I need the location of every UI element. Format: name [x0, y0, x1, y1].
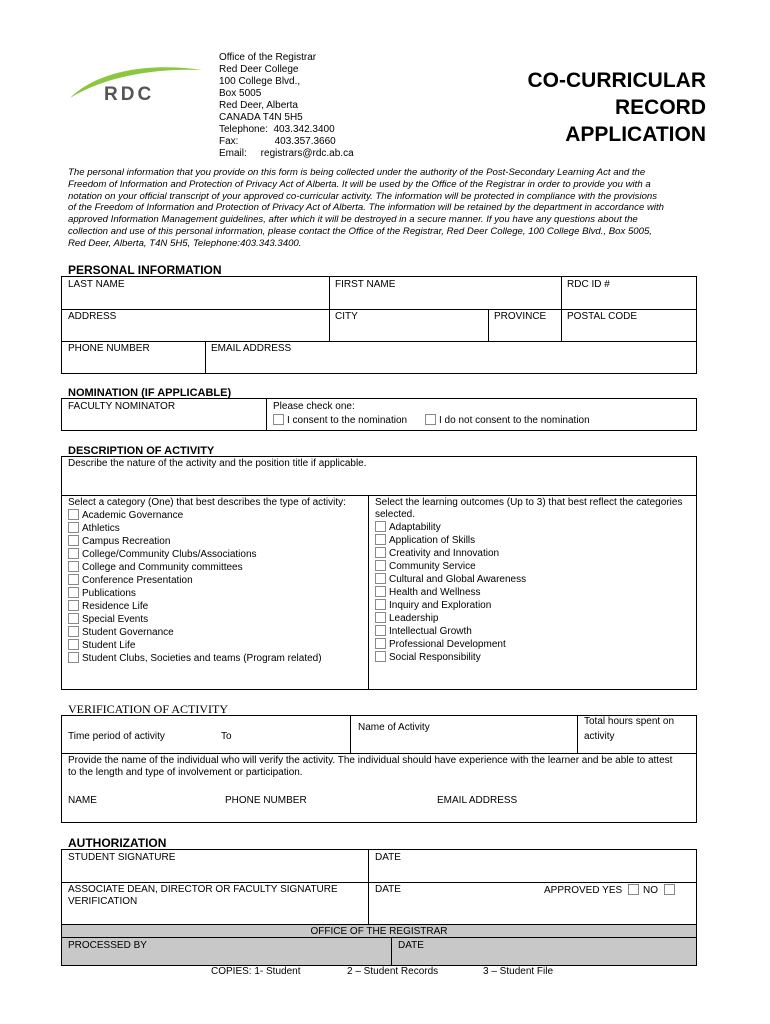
notice-line: Red Deer, Alberta, T4N 5H5, Telephone:403.343.3400.: [68, 237, 302, 249]
approved-yes-option[interactable]: [544, 884, 642, 897]
outcome-option[interactable]: [375, 651, 526, 664]
notice-line: approved Information Management guidelines, after which it will be destroyed in a secure manner. If you have any questions about the: [68, 214, 638, 226]
consent-label: I consent to the nomination: [287, 415, 408, 426]
outcome-option[interactable]: [375, 560, 526, 573]
to-field[interactable]: To: [221, 731, 232, 742]
faculty-nominator-field[interactable]: FACULTY NOMINATOR: [68, 401, 176, 412]
copies-three: 3 – Student File: [483, 966, 554, 977]
approved-no-label: NO: [643, 885, 658, 896]
notice-line: Freedom of Information and Protection of Privacy Act of Alberta. It will be used by the Office of the Registrar in order to provide you with a: [68, 178, 651, 190]
outcome-prompt-line-2: selected.: [375, 509, 416, 520]
checkbox[interactable]: [375, 612, 386, 623]
verifier-prompt-line-1: Provide the name of the individual who will verify the activity. The individual should have experience with the learner and be able to attest: [68, 755, 673, 766]
notice-line: notation on your official transcript of your approved co-curricular activity. The information will be protected in compliance with the provisions: [68, 190, 658, 202]
registrar-address: [219, 52, 354, 160]
checkbox[interactable]: [375, 651, 386, 662]
checkbox[interactable]: [375, 560, 386, 571]
checkbox[interactable]: [375, 547, 386, 558]
outcome-label: Community Service: [389, 561, 476, 572]
province-field[interactable]: PROVINCE: [494, 311, 547, 322]
form-title-line-2: RECORD: [614, 96, 706, 119]
address-line: 100 College Blvd.,: [219, 76, 301, 87]
assoc-dean-signature-line-2: VERIFICATION: [68, 896, 138, 907]
address-line: Box 5005: [219, 88, 262, 99]
category-option[interactable]: [68, 561, 322, 574]
copies-two: 2 – Student Records: [347, 966, 439, 977]
outcome-option[interactable]: [375, 599, 526, 612]
time-period-field[interactable]: Time period of activity: [68, 731, 165, 742]
outcome-label: Creativity and Innovation: [389, 548, 500, 559]
registrar-date-field[interactable]: DATE: [398, 940, 424, 951]
first-name-field[interactable]: FIRST NAME: [335, 279, 396, 290]
copies-label: COPIES: 1- Student: [211, 966, 301, 977]
consent-option[interactable]: [273, 414, 407, 427]
total-hours-label-1: Total hours spent on: [584, 716, 675, 727]
category-option[interactable]: [68, 626, 322, 639]
approved-yes-checkbox[interactable]: [628, 884, 639, 895]
form-title-line-1: CO-CURRICULAR: [527, 69, 706, 92]
checkbox[interactable]: [68, 522, 79, 533]
category-label: Campus Recreation: [82, 536, 171, 547]
address-line: Telephone: 403.342.3400: [219, 124, 335, 135]
address-line: Email: registrars@rdc.ab.ca: [219, 148, 354, 159]
outcome-label: Professional Development: [389, 639, 506, 650]
approved-no-option[interactable]: [643, 884, 678, 897]
outcome-label: Social Responsibility: [389, 652, 481, 663]
registrar-heading: OFFICE OF THE REGISTRAR: [310, 926, 448, 937]
category-label: College and Community committees: [82, 562, 243, 573]
verifier-name-field[interactable]: NAME: [68, 795, 97, 806]
checkbox[interactable]: [68, 613, 79, 624]
address-line: Red Deer, Alberta: [219, 100, 298, 111]
rdc-logo: [66, 62, 206, 104]
assoc-dean-date-field[interactable]: DATE: [375, 884, 401, 895]
outcome-option[interactable]: [375, 547, 526, 560]
category-label: College/Community Clubs/Associations: [82, 549, 257, 560]
outcome-option[interactable]: [375, 612, 526, 625]
category-option[interactable]: [68, 522, 322, 535]
checkbox[interactable]: [375, 521, 386, 532]
category-label: Publications: [82, 588, 136, 599]
category-label: Special Events: [82, 614, 149, 625]
outcome-option[interactable]: [375, 625, 526, 638]
approved-yes-label: APPROVED YES: [544, 885, 623, 896]
name-of-activity-field[interactable]: Name of Activity: [358, 722, 430, 733]
consent-checkbox[interactable]: [273, 414, 284, 425]
outcome-option[interactable]: [375, 521, 526, 534]
checkbox[interactable]: [68, 561, 79, 572]
address-line: Office of the Registrar: [219, 52, 317, 63]
notice-line: The personal information that you provide on this form is being collected under the authority of the Post-Secondary Learning Act and the: [68, 167, 646, 178]
checkbox[interactable]: [375, 638, 386, 649]
verification-heading: VERIFICATION OF ACTIVITY: [68, 702, 228, 716]
address-line: Red Deer College: [219, 64, 299, 75]
outcome-label: Leadership: [389, 613, 439, 624]
outcome-label: Cultural and Global Awareness: [389, 574, 527, 585]
description-prompt: Describe the nature of the activity and the position title if applicable.: [68, 458, 367, 469]
category-option[interactable]: [68, 574, 322, 587]
processed-by-field[interactable]: PROCESSED BY: [68, 940, 147, 951]
student-signature-field[interactable]: STUDENT SIGNATURE: [68, 852, 176, 863]
personal-info-heading: PERSONAL INFORMATION: [68, 263, 222, 277]
checkbox[interactable]: [375, 534, 386, 545]
total-hours-label-2: activity: [584, 731, 615, 742]
category-label: Student Governance: [82, 627, 174, 638]
no-consent-label: I do not consent to the nomination: [439, 415, 590, 426]
outcome-label: Inquiry and Exploration: [389, 600, 492, 611]
category-option[interactable]: [68, 613, 322, 626]
category-label: Student Life: [82, 640, 136, 651]
verifier-prompt-line-2: to the length and type of involvement or participation.: [68, 767, 303, 778]
address-line: Fax: 403.357.3660: [219, 136, 336, 147]
verifier-phone-field[interactable]: PHONE NUMBER: [225, 795, 307, 806]
category-option[interactable]: [68, 639, 322, 652]
checkbox[interactable]: [68, 574, 79, 585]
category-option[interactable]: [68, 600, 322, 613]
checkbox[interactable]: [375, 586, 386, 597]
checkbox[interactable]: [68, 509, 79, 520]
checkbox[interactable]: [375, 625, 386, 636]
assoc-dean-signature-line-1[interactable]: ASSOCIATE DEAN, DIRECTOR OR FACULTY SIGNATURE: [68, 884, 338, 895]
category-label: Student Clubs, Societies and teams (Program related): [82, 653, 322, 664]
checkbox[interactable]: [375, 573, 386, 584]
no-consent-option[interactable]: [425, 414, 590, 427]
verifier-email-field[interactable]: EMAIL ADDRESS: [437, 795, 518, 806]
city-field[interactable]: CITY: [335, 311, 358, 322]
category-list: [68, 509, 322, 665]
category-label: Athletics: [82, 523, 120, 534]
category-label: Residence Life: [82, 601, 149, 612]
rdc-id-field[interactable]: RDC ID #: [567, 279, 610, 290]
address-line: CANADA T4N 5H5: [219, 112, 303, 123]
privacy-notice: [68, 167, 664, 250]
address-field[interactable]: ADDRESS: [68, 311, 117, 322]
postal-code-field[interactable]: POSTAL CODE: [567, 311, 638, 322]
category-option[interactable]: [68, 535, 322, 548]
rdc-logo-text: RDC: [104, 84, 155, 104]
outcome-list: [375, 521, 526, 664]
checkbox[interactable]: [68, 548, 79, 559]
checkbox[interactable]: [68, 587, 79, 598]
outcome-label: Application of Skills: [389, 535, 476, 546]
outcome-label: Health and Wellness: [389, 587, 481, 598]
last-name-field[interactable]: LAST NAME: [68, 279, 125, 290]
category-option[interactable]: [68, 652, 322, 665]
category-option[interactable]: [68, 587, 322, 600]
category-prompt: Select a category (One) that best describes the type of activity:: [68, 497, 346, 508]
checkbox[interactable]: [68, 652, 79, 663]
notice-line: of the Freedom of Information and Protection of Privacy Act of Alberta. The information will be retained by the department in accordance with: [68, 202, 665, 214]
category-label: Academic Governance: [82, 510, 184, 521]
phone-number-field[interactable]: PHONE NUMBER: [68, 343, 150, 354]
checkbox[interactable]: [68, 600, 79, 611]
authorization-heading: AUTHORIZATION: [68, 836, 167, 850]
category-label: Conference Presentation: [82, 575, 193, 586]
notice-line: collection and use of this personal information, please contact the Office of the Registrar, Red Deer College, 100 College Blvd., Box 5005,: [68, 225, 652, 237]
nomination-heading: NOMINATION (IF APPLICABLE): [68, 387, 232, 399]
approved-no-checkbox[interactable]: [664, 884, 675, 895]
student-date-field[interactable]: DATE: [375, 852, 401, 863]
checkbox[interactable]: [68, 639, 79, 650]
outcome-label: Adaptability: [389, 522, 441, 533]
outcome-option[interactable]: [375, 586, 526, 599]
email-address-field[interactable]: EMAIL ADDRESS: [211, 343, 292, 354]
outcome-option[interactable]: [375, 638, 526, 651]
category-option[interactable]: [68, 548, 322, 561]
description-input-area[interactable]: [62, 471, 696, 494]
no-consent-checkbox[interactable]: [425, 414, 436, 425]
checkbox[interactable]: [68, 535, 79, 546]
category-option[interactable]: [68, 509, 322, 522]
checkbox[interactable]: [68, 626, 79, 637]
outcome-label: Intellectual Growth: [389, 626, 472, 637]
outcome-option[interactable]: [375, 534, 526, 547]
check-one-label: Please check one:: [273, 401, 355, 412]
outcome-option[interactable]: [375, 573, 526, 586]
checkbox[interactable]: [375, 599, 386, 610]
form-title-line-3: APPLICATION: [565, 123, 706, 146]
description-heading: DESCRIPTION OF ACTIVITY: [68, 445, 215, 457]
outcome-prompt-line-1: Select the learning outcomes (Up to 3) that best reflect the categories: [375, 497, 683, 508]
